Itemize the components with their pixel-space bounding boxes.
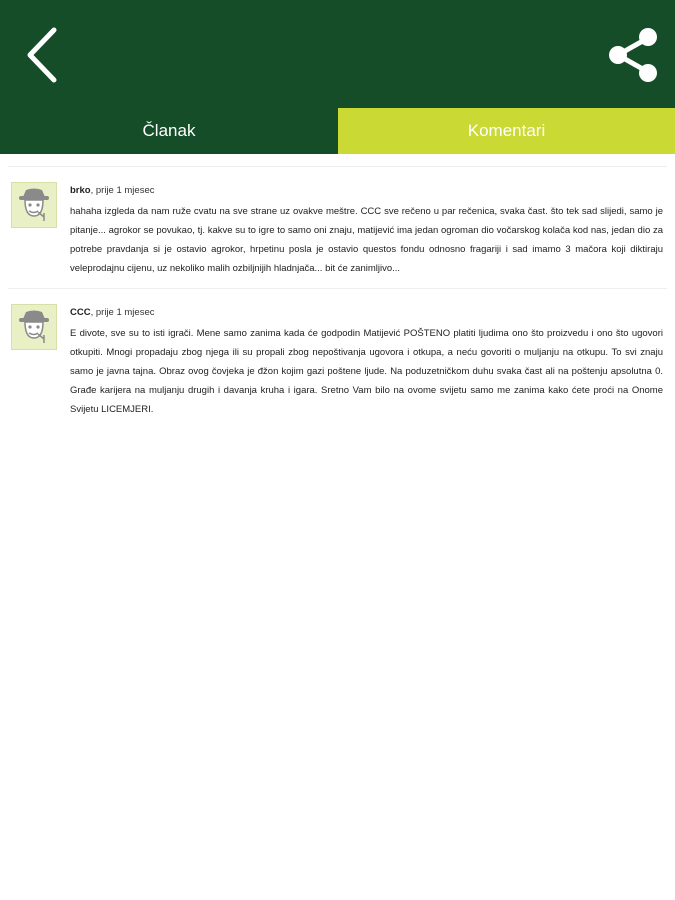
app-header (0, 0, 675, 108)
tab-bar (0, 108, 675, 154)
share-button[interactable] (604, 26, 662, 84)
share-icon (604, 26, 662, 84)
comment-meta (70, 307, 665, 318)
comment-author: brko (70, 185, 91, 196)
tab-article[interactable]: Članak (0, 108, 338, 154)
avatar (11, 182, 57, 228)
user-hat-icon (12, 183, 56, 227)
back-button[interactable] (18, 22, 68, 88)
comment-time: , prije 1 mjesec (90, 307, 155, 318)
comment-author: CCC (70, 307, 91, 318)
avatar (11, 304, 57, 350)
comment-text: hahaha izgleda da nam ruže cvatu na sve strane uz ovakve meštre. CCC sve rečeno u par rečenica, svaka čast. što tek sad slijedi, samo je pitanje... agrokor se povukao, tj. kakve su to igre to samo oni znaju, matijević ima jedan ogroman dio vočarskog kolača kod nas, jedan dio za potrebe pravdanja si je ostavio agrokor, hrpetinu posla je ostavio questos fondu odnosno fragariji i sad imamo 3 mačora koji diktiraju veleprodajnu cijenu, uz nekoliko malih ozbiljnijih hladnjača... bit će zanimljivo... (70, 206, 663, 274)
comment-item (0, 167, 675, 288)
comment-text: E divote, sve su to isti igrači. Mene samo zanima kada će godpodin Matijević POŠTENO platiti ljudima ono što proizvedu i ono što ugovori otkupiti. Mnogi propadaju zbog njega ili su propali zbog nepoštivanja ugovora i otkupa, a neću govoriti o muljanju na otkupu. To svi znaju samo je javna tajna. Obraz ovog čovjeka je đžon kojim gazi poštene ljude. Na poduzetničkom duhu svaka čast ali na poštenju apsolutna 0. Građe karijera na muljanju drugih i davanja kruha i igara. Sretno Vam bilo na ovome svijetu samo me zanima kako ćete proći na Onome Svijetu LICEMJERI. (70, 328, 663, 415)
user-hat-icon (12, 305, 56, 349)
comment-list (0, 166, 675, 429)
comment-time: , prije 1 mjesec (90, 185, 155, 196)
tab-comments[interactable]: Komentari (338, 108, 675, 154)
comment-meta (70, 185, 665, 196)
chevron-left-icon (18, 22, 68, 88)
comment-item (0, 289, 675, 429)
